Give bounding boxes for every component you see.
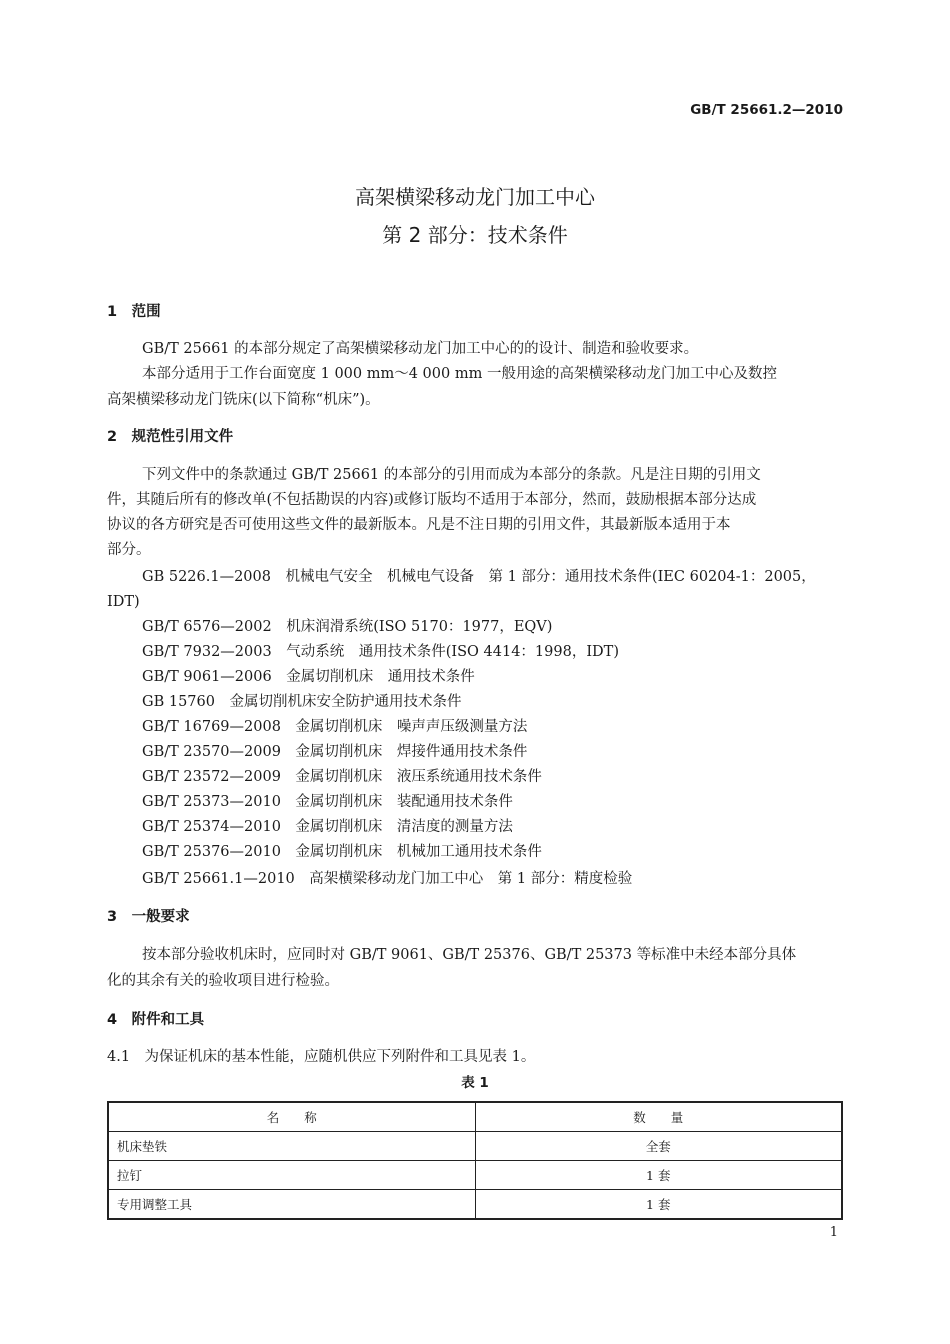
section-heading-1: 1 范围 [107, 304, 161, 320]
doc-subtitle: 第 2 部分：技术条件 [382, 223, 568, 247]
paragraph-line: 按本部分验收机床时，应同时对 GB/T 9061、GB/T 25376、GB/T 25373 等标准中未经本部分具体 [142, 947, 797, 963]
paragraph-line: 本部分适用于工作台面宽度 1 000 mm～4 000 mm 一般用途的高架横梁移动龙门加工中心及数控 [142, 366, 777, 382]
reference-item: GB/T 23572—2009 金属切削机床 液压系统通用技术条件 [142, 769, 542, 785]
table-header-row [108, 1102, 842, 1132]
paragraph-line: 下列文件中的条款通过 GB/T 25661 的本部分的引用而成为本部分的条款。凡是注日期的引用文 [142, 467, 761, 483]
reference-item: GB/T 6576—2002 机床润滑系统(ISO 5170：1977，EQV) [142, 619, 553, 635]
reference-item: GB 15760 金属切削机床安全防护通用技术条件 [142, 694, 462, 710]
reference-item: GB/T 23570—2009 金属切削机床 焊接件通用技术条件 [142, 744, 528, 760]
table-row [108, 1161, 842, 1190]
paragraph-line: 部分。 [107, 542, 151, 558]
paragraph-line: GB/T 25661 的本部分规定了高架横梁移动龙门加工中心的的设计、制造和验收要求。 [142, 341, 699, 357]
cell-name: 专用调整工具 [108, 1190, 475, 1220]
accessories-table [107, 1101, 843, 1220]
page-number: 1 [829, 1225, 838, 1240]
reference-item: GB/T 25373—2010 金属切削机床 装配通用技术条件 [142, 794, 513, 810]
reference-item-cont: IDT) [107, 594, 140, 610]
section-heading-4: 4 附件和工具 [107, 1012, 205, 1028]
standard-number: GB/T 25661.2—2010 [690, 102, 843, 118]
table-row [108, 1190, 842, 1220]
paragraph-line: 件，其随后所有的修改单(不包括勘误的内容)或修订版均不适用于本部分，然而，鼓励根据本部分达成 [107, 492, 757, 508]
reference-item: GB/T 7932—2003 气动系统 通用技术条件(ISO 4414：1998，IDT) [142, 644, 620, 660]
column-header-quantity: 数 量 [475, 1102, 842, 1132]
reference-item: GB/T 16769—2008 金属切削机床 噪声声压级测量方法 [142, 719, 528, 735]
paragraph-line: 化的其余有关的验收项目进行检验。 [107, 973, 339, 989]
table-row [108, 1132, 842, 1161]
column-header-name: 名 称 [108, 1102, 475, 1132]
cell-name: 机床垫铁 [108, 1132, 475, 1161]
reference-item: GB/T 9061—2006 金属切削机床 通用技术条件 [142, 669, 475, 685]
cell-quantity: 1 套 [475, 1161, 842, 1190]
table-caption: 表 1 [461, 1075, 489, 1091]
section-heading-2: 2 规范性引用文件 [107, 429, 234, 445]
cell-quantity: 1 套 [475, 1190, 842, 1220]
cell-quantity: 全套 [475, 1132, 842, 1161]
reference-item: GB 5226.1—2008 机械电气安全 机械电气设备 第 1 部分：通用技术条件(IEC 60204-1：2005， [142, 569, 816, 585]
paragraph-line: 协议的各方研究是否可使用这些文件的最新版本。凡是不注日期的引用文件，其最新版本适用于本 [107, 517, 731, 533]
clause-4-1: 4.1 为保证机床的基本性能，应随机供应下列附件和工具见表 1。 [107, 1049, 536, 1065]
reference-item: GB/T 25376—2010 金属切削机床 机械加工通用技术条件 [142, 844, 542, 860]
doc-title: 高架横梁移动龙门加工中心 [355, 185, 595, 209]
reference-item: GB/T 25661.1—2010 高架横梁移动龙门加工中心 第 1 部分：精度检验 [142, 871, 633, 887]
cell-name: 拉钉 [108, 1161, 475, 1190]
reference-item: GB/T 25374—2010 金属切削机床 清洁度的测量方法 [142, 819, 513, 835]
section-heading-3: 3 一般要求 [107, 909, 190, 925]
paragraph-line: 高架横梁移动龙门铣床(以下简称“机床”)。 [107, 392, 380, 408]
